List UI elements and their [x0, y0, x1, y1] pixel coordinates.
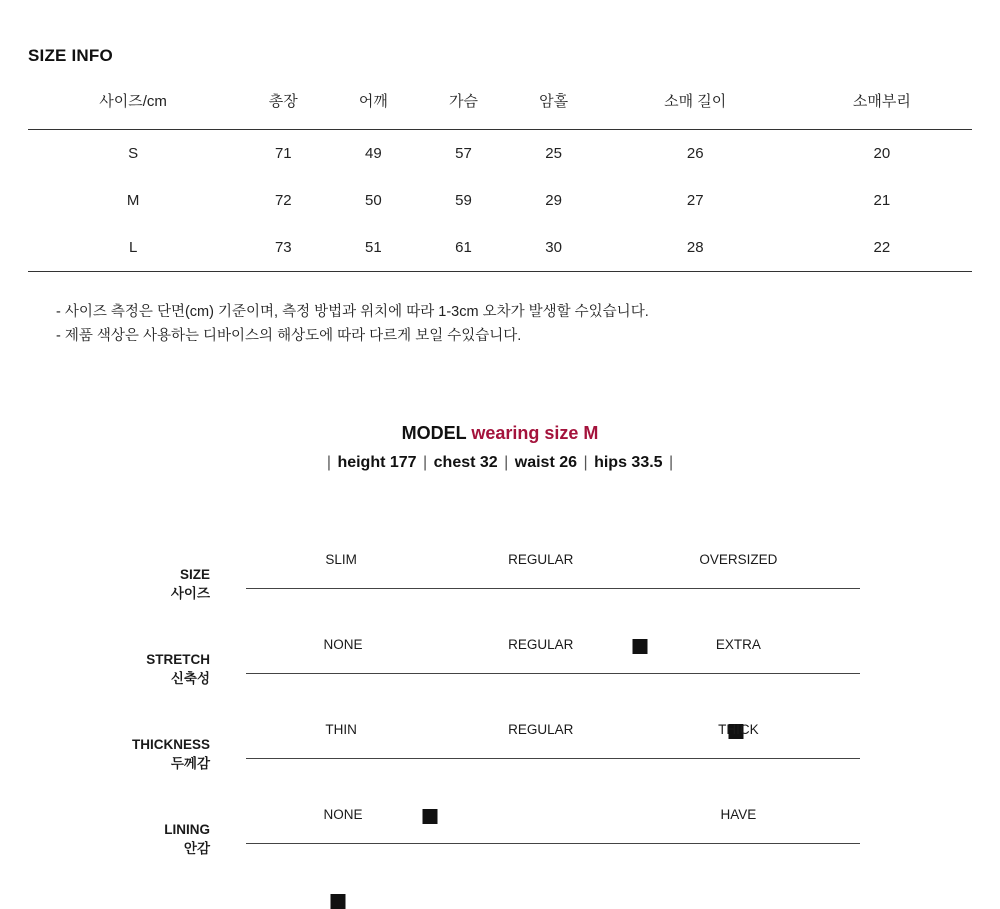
measure-separator: |: [504, 454, 509, 471]
cell-size: L: [28, 224, 238, 272]
scale-tick: HAVE: [720, 807, 757, 822]
cell-sleeve-opening: 22: [792, 224, 972, 272]
scale-label-thickness: [60, 735, 210, 773]
cell-chest: 57: [455, 145, 472, 162]
model-info: [0, 420, 1000, 476]
scale-row-lining: [0, 785, 1000, 870]
table-row: [28, 177, 972, 224]
cell-sleeve-length: 26: [686, 145, 704, 162]
table-header: [28, 82, 972, 130]
scale-ticks-thickness: [246, 722, 860, 742]
table-row: [28, 224, 972, 272]
table-header-row: [28, 82, 972, 130]
scale-tick: NONE: [323, 807, 363, 822]
measurement-notes: [56, 300, 649, 348]
scale-tick: THIN: [325, 722, 357, 737]
cell-size: S: [128, 145, 139, 162]
scale-row-thickness: [0, 700, 1000, 785]
measure-separator: |: [583, 454, 588, 471]
column-header-sleeve-length: 소매 길이: [664, 93, 727, 110]
scale-row-stretch: [0, 615, 1000, 700]
cell-shoulder: 49: [365, 145, 382, 162]
scale-label-ko: 신축성: [170, 671, 210, 686]
cell-chest: 59: [455, 192, 472, 209]
scale-label-stretch: [60, 650, 210, 688]
scale-label-en: LINING: [164, 822, 210, 837]
scale-label-lining: [60, 820, 210, 858]
cell-armhole: 25: [545, 145, 562, 162]
model-chest: chest 32: [433, 454, 498, 471]
cell-sleeve-length: 28: [599, 224, 792, 272]
scale-row-size: [0, 530, 1000, 615]
table-body: [28, 130, 972, 272]
model-measurements-line: [0, 450, 1000, 476]
column-header-chest: 가슴: [448, 93, 478, 110]
scale-track-stretch: [246, 673, 860, 674]
scale-label-ko: 안감: [183, 841, 210, 856]
model-hips: hips 33.5: [594, 454, 663, 471]
model-height: height 177: [337, 454, 417, 471]
cell-shoulder: 50: [365, 192, 382, 209]
scale-label-size: [60, 565, 210, 603]
scale-label-en: SIZE: [179, 567, 210, 582]
scale-tick: THICK: [718, 722, 759, 737]
scale-tick: REGULAR: [508, 637, 574, 652]
model-wearing-line: [0, 420, 1000, 446]
scale-ticks-size: [246, 552, 860, 572]
note-line: - 사이즈 측정은 단면(cm) 기준이며, 측정 방법과 위치에 따라 1-3cm 오차가 발생할 수있습니다.: [56, 304, 649, 320]
page-title: SIZE INFO: [28, 46, 113, 65]
scale-ticks-lining: [246, 807, 860, 827]
scale-ticks-stretch: [246, 637, 860, 657]
cell-sleeve-opening: 21: [873, 192, 891, 209]
column-header-length: 총장: [268, 93, 298, 110]
cell-length: 72: [274, 192, 292, 209]
scale-marker-lining: [331, 894, 346, 909]
cell-length: 71: [274, 145, 292, 162]
model-waist: waist 26: [514, 454, 578, 471]
scale-label-ko: 두께감: [170, 756, 210, 771]
cell-size: M: [126, 192, 140, 209]
table-row: [28, 130, 972, 178]
scale-tick: REGULAR: [508, 552, 574, 567]
model-wearing-size: wearing size M: [471, 423, 599, 443]
scale-tick: OVERSIZED: [699, 552, 778, 567]
scale-track-lining: [246, 843, 860, 844]
scale-track-size: [246, 588, 860, 589]
cell-length: 73: [238, 224, 328, 272]
note-line: - 제품 색상은 사용하는 디바이스의 해상도에 따라 다르게 보일 수있습니다.: [56, 328, 522, 344]
model-label: MODEL: [401, 423, 467, 443]
scale-tick: REGULAR: [508, 722, 574, 737]
scale-label-en: THICKNESS: [131, 737, 210, 752]
column-header-armhole: 암홀: [539, 93, 569, 110]
measure-separator: |: [669, 454, 674, 471]
scale-tick: NONE: [323, 637, 363, 652]
column-header-size: 사이즈/cm: [99, 93, 167, 110]
cell-sleeve-opening: 20: [873, 145, 891, 162]
cell-armhole: 29: [545, 192, 562, 209]
scale-tick: EXTRA: [715, 637, 761, 652]
scale-tick: SLIM: [325, 552, 357, 567]
measure-separator: |: [326, 454, 331, 471]
attribute-scales: [0, 530, 1000, 870]
measure-separator: |: [423, 454, 428, 471]
column-header-sleeve-opening: 소매부리: [852, 93, 911, 110]
size-measurements-table: [28, 82, 972, 272]
cell-armhole: 30: [509, 224, 599, 272]
scale-label-ko: 사이즈: [170, 586, 210, 601]
scale-label-en: STRETCH: [146, 652, 210, 667]
cell-shoulder: 51: [328, 224, 418, 272]
scale-track-thickness: [246, 758, 860, 759]
cell-sleeve-length: 27: [686, 192, 704, 209]
column-header-shoulder: 어깨: [358, 93, 388, 110]
cell-chest: 61: [418, 224, 508, 272]
